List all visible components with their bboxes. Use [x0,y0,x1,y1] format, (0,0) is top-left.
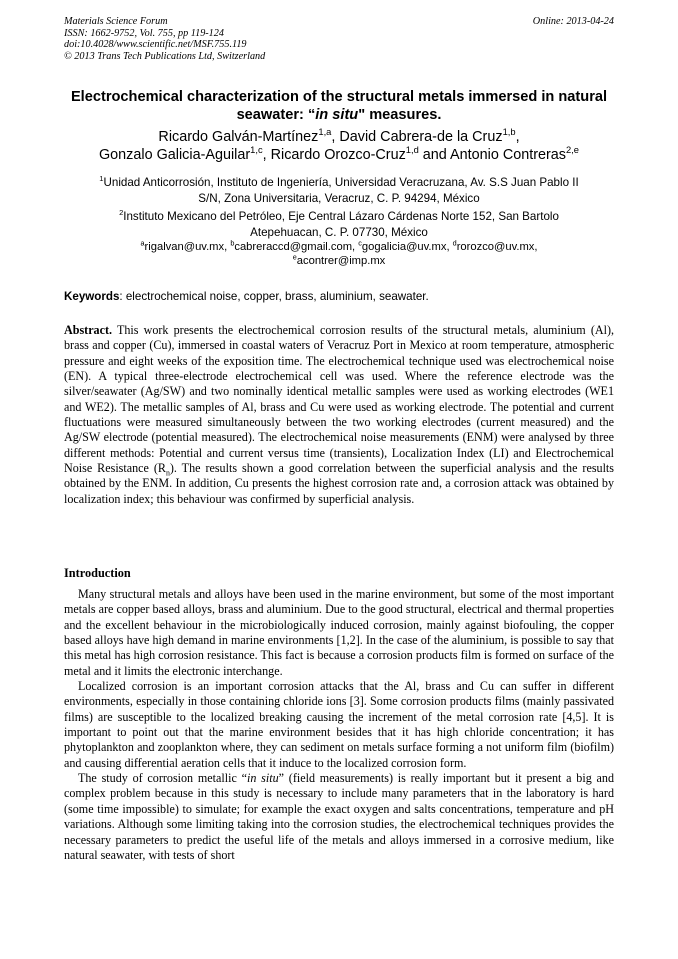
email-mark: d [452,238,457,248]
author-affil-mark: 1,b [502,127,516,138]
paragraph: Many structural metals and alloys have been used in the marine environment, but some of the most important metals are copper based alloys, brass and aluminium. Due to the good structural, electrical and thermal properties and the excellent behaviour in the microbiologically induced corrosion, mainly against biofouling, the copper based alloys have high demand in marine environments [1,2]. In the case of the aluminium, is possible to say that this metal has high corrosion resistance. This fact is because a corrosion products film is formed on surface of the metal and it limits the electronic interchange. [64,587,614,678]
email-separator: , [352,241,359,253]
abstract [64,323,614,507]
author-name: Ricardo Orozco-Cruz [270,147,406,163]
affiliation-number: 1 [99,174,104,184]
affiliation-2 [64,209,614,240]
email-mark: e [292,252,297,262]
email-address[interactable]: rorozco@uv.mx [456,241,535,253]
paragraph-text: ” (field measurements) is really important but it present a big and complex problem because in this study is necessary to include many parameters that in the laboratory is hard (some time impossible) to simulate; for example the exact oxygen and salts concentrations, temperature and pH variations. Although some limiting taking into the corrosion studies, the electrochemical techniques provides the necessary parameters to predict the useful life of the metals and alloys immersed in a corrosive medium, like natural seawater, with tests of short [64,771,614,862]
author-name: Antonio Contreras [450,147,567,163]
abstract-label: Abstract. [64,323,113,337]
keywords-text: : electrochemical noise, copper, brass, aluminium, seawater. [119,290,429,303]
email-list [64,240,614,268]
author-name: Ricardo Galván-Martínez [158,129,319,145]
journal-name: Materials Science Forum [64,16,168,27]
email-address[interactable]: cabreraccd@gmail.com [234,241,353,253]
email-separator: , [446,241,453,253]
introduction-body [64,587,614,863]
title-italic: in situ [315,106,359,123]
author-affil-mark: 1,d [405,145,419,156]
title-part2: " measures. [358,106,442,123]
author-separator: , [262,147,271,163]
email-address[interactable]: gogalicia@uv.mx [361,241,447,253]
email-mark: b [230,238,235,248]
author-affil-mark: 1,c [250,145,263,156]
keywords [64,290,614,304]
author-separator: , [515,129,520,145]
email-separator: , [224,241,231,253]
affiliation-line: Unidad Anticorrosión, Instituto de Ingeniería, Universidad Veracruzana, Av. S.S Juan Pablo II [103,176,579,189]
online-date: Online: 2013-04-24 [532,16,614,27]
journal-header [64,16,614,62]
paragraph: Localized corrosion is an important corrosion attacks that the Al, brass and Cu can suffer in different environments, especially in those containing chloride ions [3]. Some corrosion products films (mainly passivated films) are susceptible to the localized breaking causing the increment of the metal corrosion rate [4,5]. It is important to point out that the marine environment besides that it has high chloride concentration; it has phytoplankton and zooplankton where, they can sediment on metals surface forming a not uniform film (biofilm) and causing differential aeration cells that it induce to the localized corrosion form. [64,679,614,770]
author-affil-mark: 1,a [318,127,332,138]
paragraph [64,771,614,863]
abstract-text: ). The results shown a good correlation between the superficial analysis and the results obtained by the ENM. In addition, Cu presents the highest corrosion rate and, a corrosion attack was obtained by localization index; this behaviour was confirmed by superficial analysis. [64,461,614,506]
email-address[interactable]: rigalvan@uv.mx [144,241,225,253]
author-separator: and [418,147,451,163]
section-heading-introduction: Introduction [64,566,131,580]
author-name: Gonzalo Galicia-Aguilar [98,147,251,163]
author-name: David Cabrera-de la Cruz [339,129,503,145]
issn-line: ISSN: 1662-9752, Vol. 755, pp 119-124 [64,27,224,39]
email-separator: , [534,241,538,253]
abstract-text: This work presents the electrochemical corrosion results of the structural metals, aluminium (Al), brass and copper (Cu), immersed in coastal waters of Veracruz Port in Mexico at room temperature, atmospheric pressure and eight weeks of the exposition time. The electrochemical technique used was electrochemical noise (EN). A typical three-electrode electrochemical cell was used. Where the reference electrode was the silver/seawater (Ag/SW) and two nominally identical metallic samples were used as working electrodes (WE1 and WE2). The metallic samples of Al, brass and Cu were used as working electrode. The potential and current fluctuations were measured simultaneously between the two working electrodes (current measured) and the Ag/SW electrode (potential measured). The electrochemical noise measurements (ENM) were analysed by three different methods: Potential and current versus time (transients), Localization Index (LI) and Electrochemical Noise Resistance (R [64,323,614,476]
author-affil-mark: 2,e [566,145,580,156]
copyright-line: © 2013 Trans Tech Publications Ltd, Switzerland [64,50,266,62]
paragraph-italic: in situ [246,771,279,786]
affiliation-line: Atepehuacan, C. P. 07730, México [250,225,428,239]
affiliation-line: Instituto Mexicano del Petróleo, Eje Central Lázaro Cárdenas Norte 152, San Bartolo [123,210,559,223]
email-mark: c [358,238,362,248]
author-separator: , [331,129,340,145]
paper-title [64,89,614,124]
doi-line: doi:10.4028/www.scientific.net/MSF.755.119 [64,39,247,51]
affiliation-number: 2 [119,208,124,218]
affiliation-1 [64,175,614,206]
paragraph-text: The study of corrosion metallic “ [78,771,247,786]
affiliation-line: S/N, Zona Universitaria, Veracruz, C. P. 94294, México [198,191,480,205]
email-mark: a [140,238,145,248]
title-part1: Electrochemical characterization of the structural metals immersed in natural seawater: “ [70,89,608,123]
abstract-subscript: n [165,468,170,478]
email-address[interactable]: acontrer@imp.mx [296,255,386,267]
keywords-label: Keywords [64,290,120,303]
author-list [64,128,614,164]
